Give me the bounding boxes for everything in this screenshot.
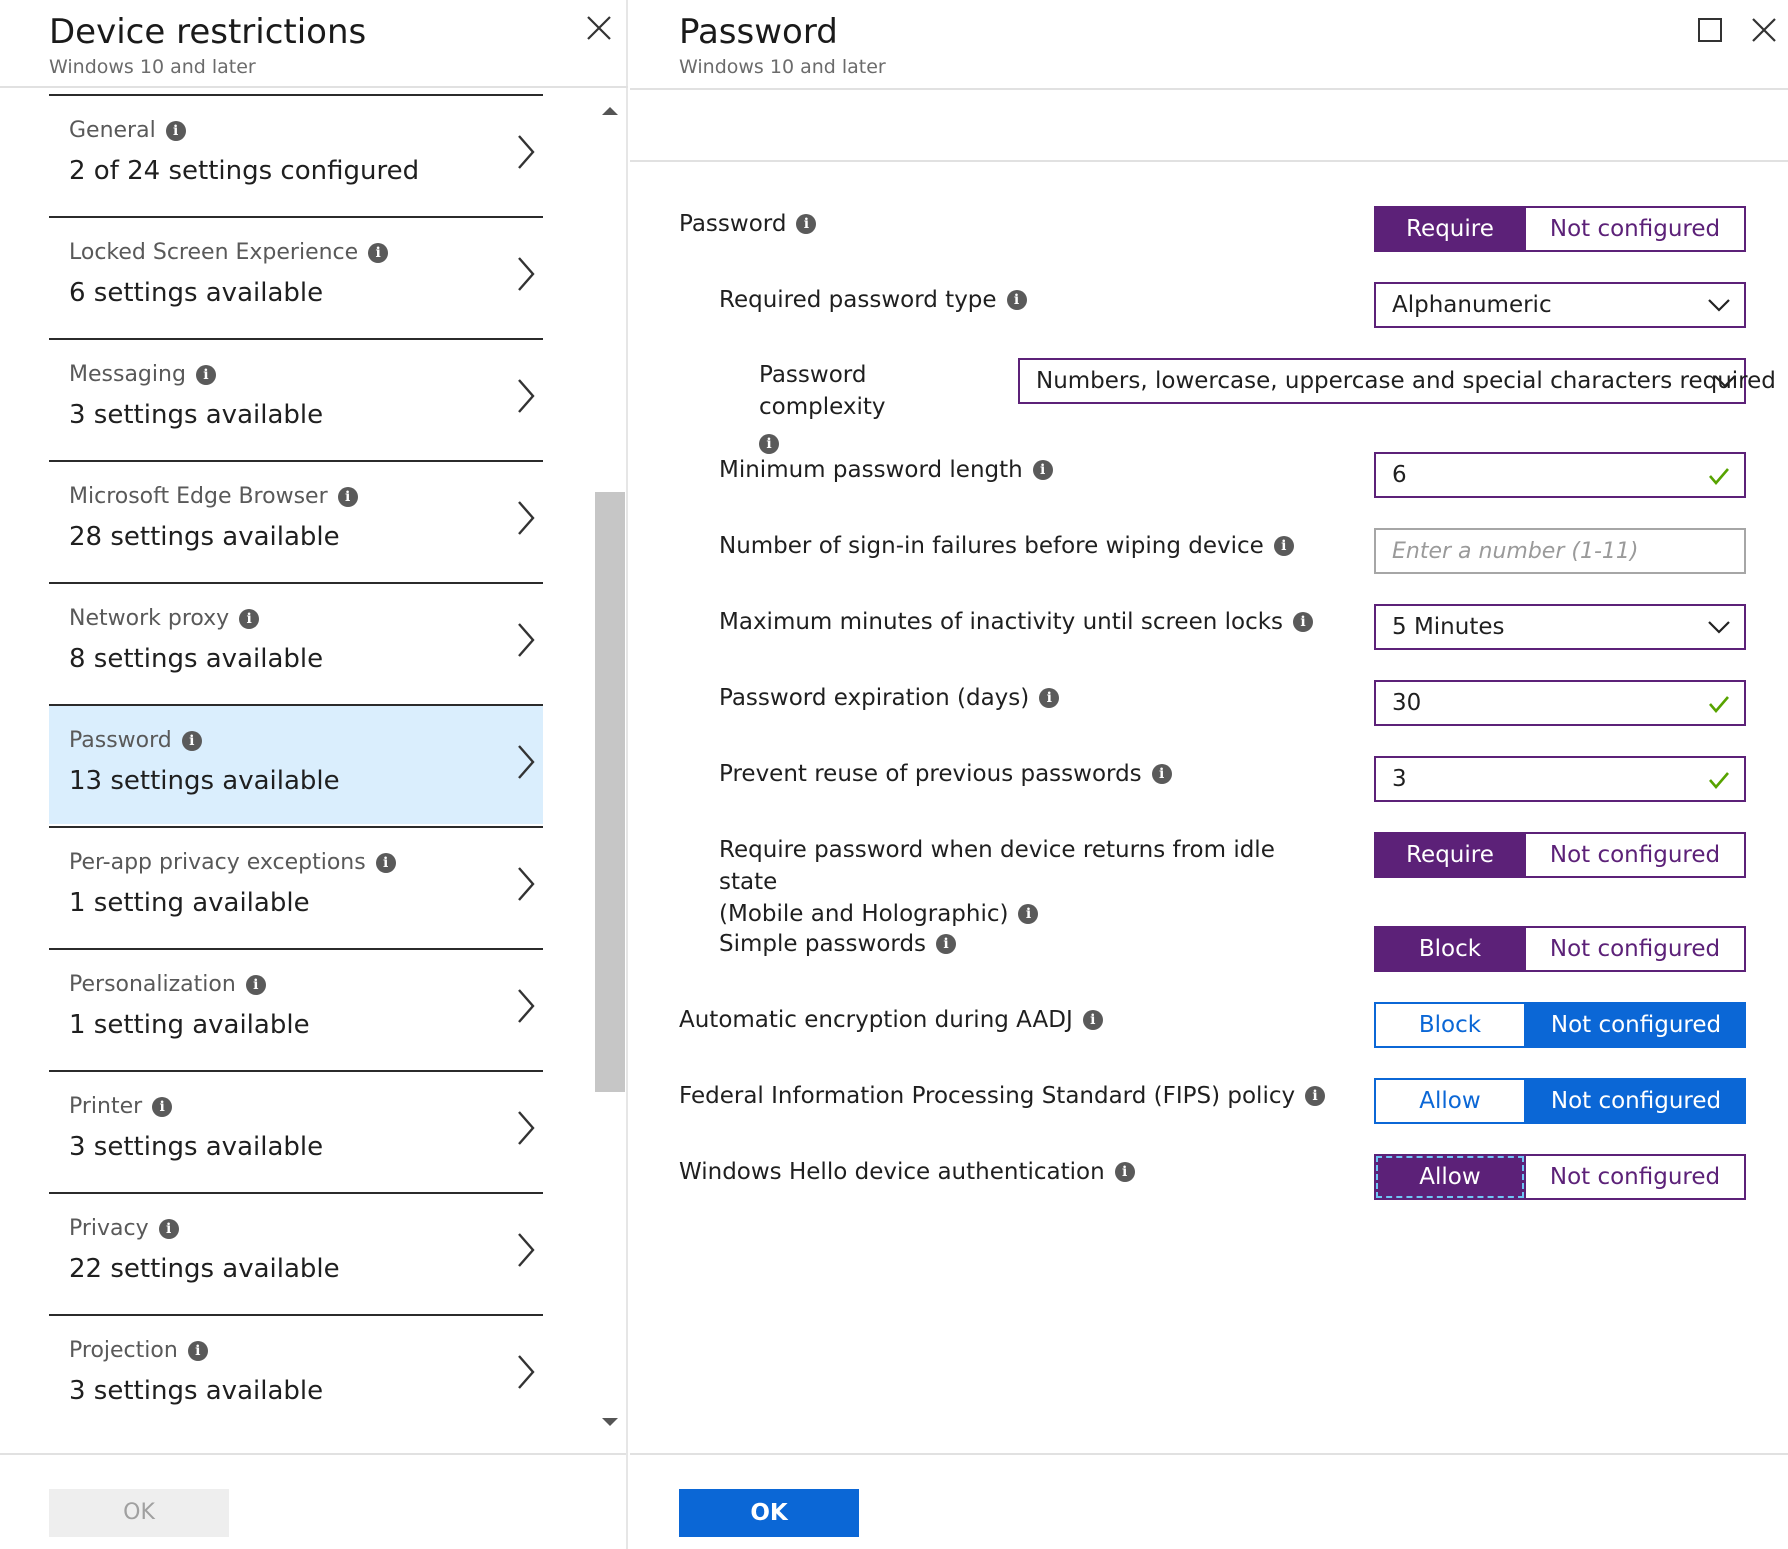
not-configured-option[interactable]: Not configured xyxy=(1526,206,1746,252)
info-icon[interactable]: i xyxy=(1007,290,1027,310)
info-icon[interactable]: i xyxy=(1293,612,1313,632)
blade-title: Device restrictions xyxy=(49,12,367,52)
setting-password-label xyxy=(679,208,816,240)
label-text: Number of sign-in failures before wiping device xyxy=(719,533,1264,559)
chevron-right-icon xyxy=(515,498,537,538)
info-icon[interactable]: i xyxy=(376,853,396,873)
info-icon[interactable]: i xyxy=(196,365,216,385)
chevron-down-icon xyxy=(1708,298,1730,312)
info-icon[interactable]: i xyxy=(1115,1162,1135,1182)
nav-item-label-row xyxy=(69,118,186,143)
nav-item-label-row xyxy=(69,850,396,875)
require-option[interactable]: Require xyxy=(1374,206,1526,252)
signin-failures-input[interactable] xyxy=(1392,539,1692,564)
label-text: Password complexity xyxy=(759,362,886,420)
allow-option[interactable]: Allow xyxy=(1374,1154,1526,1200)
setting-prevent-reuse-label xyxy=(719,758,1172,790)
header-divider xyxy=(630,88,1788,90)
prevent-reuse-input[interactable] xyxy=(1374,756,1746,802)
nav-item-summary: 3 settings available xyxy=(69,1132,324,1162)
not-configured-option[interactable]: Not configured xyxy=(1526,926,1746,972)
setting-expiration-label xyxy=(719,682,1059,714)
nav-item-general[interactable] xyxy=(49,94,543,214)
label-text: (Mobile and Holographic) xyxy=(719,901,1009,927)
password-complexity-dropdown[interactable] xyxy=(1018,358,1776,404)
info-icon[interactable]: i xyxy=(1039,688,1059,708)
input-value: 30 xyxy=(1392,690,1422,716)
setting-simple-passwords-label xyxy=(719,928,956,960)
nav-item-label: Personalization xyxy=(69,972,236,997)
allow-option[interactable]: Allow xyxy=(1374,1078,1526,1124)
nav-item-summary: 2 of 24 settings configured xyxy=(69,156,420,186)
label-text: Minimum password length xyxy=(719,457,1023,483)
label-text: Prevent reuse of previous passwords xyxy=(719,761,1142,787)
chevron-right-icon xyxy=(515,132,537,172)
nav-item-projection[interactable] xyxy=(49,1314,543,1434)
label-text: Required password type xyxy=(719,287,997,313)
info-icon[interactable]: i xyxy=(1083,1010,1103,1030)
label-text: Simple passwords xyxy=(719,931,927,957)
info-icon[interactable]: i xyxy=(166,121,186,141)
label-text: Password expiration (days) xyxy=(719,685,1030,711)
block-option[interactable]: Block xyxy=(1374,926,1526,972)
nav-item-password[interactable] xyxy=(49,704,543,824)
nav-item-summary: 3 settings available xyxy=(69,1376,324,1406)
hello-auth-toggle xyxy=(1374,1154,1746,1200)
not-configured-option[interactable]: Not configured xyxy=(1526,832,1746,878)
info-icon[interactable]: i xyxy=(1018,904,1038,924)
nav-item-summary: 1 setting available xyxy=(69,1010,310,1040)
close-icon[interactable] xyxy=(1750,16,1778,44)
chevron-right-icon xyxy=(515,620,537,660)
scroll-up-arrow-icon[interactable] xyxy=(602,102,618,114)
chevron-down-icon xyxy=(1708,620,1730,634)
nav-item-label: Printer xyxy=(69,1094,143,1119)
setting-signin-failures-label xyxy=(719,530,1294,562)
block-option[interactable]: Block xyxy=(1374,1002,1526,1048)
setting-auto-encryption-label xyxy=(679,1004,1103,1036)
label-text: Require password when device returns from idle state xyxy=(719,837,1275,895)
info-icon[interactable]: i xyxy=(239,609,259,629)
not-configured-option[interactable]: Not configured xyxy=(1526,1154,1746,1200)
info-icon[interactable]: i xyxy=(936,934,956,954)
required-password-type-dropdown[interactable] xyxy=(1374,282,1746,328)
nav-item-personalization[interactable] xyxy=(49,948,543,1068)
nav-item-network-proxy[interactable] xyxy=(49,582,543,702)
chevron-down-icon xyxy=(1714,374,1736,388)
nav-item-summary: 13 settings available xyxy=(69,766,340,796)
scrollbar[interactable] xyxy=(595,94,625,1435)
chevron-right-icon xyxy=(515,376,537,416)
nav-item-label-row xyxy=(69,362,216,387)
chevron-right-icon xyxy=(515,254,537,294)
info-icon[interactable]: i xyxy=(159,1219,179,1239)
idle-state-toggle xyxy=(1374,832,1746,878)
chevron-right-icon xyxy=(515,1230,537,1270)
info-icon[interactable]: i xyxy=(368,243,388,263)
info-icon[interactable]: i xyxy=(152,1097,172,1117)
nav-item-locked-screen-experience[interactable] xyxy=(49,216,543,336)
setting-min-length-label xyxy=(719,454,1053,486)
not-configured-option[interactable]: Not configured xyxy=(1526,1078,1746,1124)
nav-item-microsoft-edge-browser[interactable] xyxy=(49,460,543,580)
signin-failures-field[interactable] xyxy=(1374,528,1746,574)
min-password-length-input[interactable] xyxy=(1374,452,1746,498)
setting-hello-auth-label xyxy=(679,1156,1135,1188)
nav-item-label-row xyxy=(69,1216,179,1241)
nav-item-label-row xyxy=(69,606,259,631)
nav-item-label: Projection xyxy=(69,1338,178,1363)
nav-item-label-row xyxy=(69,972,266,997)
nav-item-label-row xyxy=(69,484,358,509)
nav-item-summary: 3 settings available xyxy=(69,400,324,430)
blade-subtitle: Windows 10 and later xyxy=(49,56,256,78)
dropdown-value: 5 Minutes xyxy=(1392,614,1505,640)
chevron-right-icon xyxy=(515,1352,537,1392)
setting-complexity-label xyxy=(759,359,999,459)
checkmark-icon xyxy=(1708,466,1730,486)
nav-item-label-row xyxy=(69,728,202,753)
password-expiration-input[interactable] xyxy=(1374,680,1746,726)
nav-item-label: General xyxy=(69,118,156,143)
info-icon[interactable]: i xyxy=(246,975,266,995)
nav-item-label: Network proxy xyxy=(69,606,230,631)
info-icon[interactable]: i xyxy=(796,214,816,234)
nav-item-privacy[interactable] xyxy=(49,1192,543,1312)
not-configured-option[interactable]: Not configured xyxy=(1526,1002,1746,1048)
label-text: Maximum minutes of inactivity until screen locks xyxy=(719,609,1284,635)
dropdown-value: Alphanumeric xyxy=(1392,292,1552,318)
password-toggle xyxy=(1374,206,1746,252)
chevron-right-icon xyxy=(515,864,537,904)
info-icon[interactable]: i xyxy=(1033,460,1053,480)
info-icon[interactable]: i xyxy=(1274,536,1294,556)
maximize-icon[interactable] xyxy=(1696,16,1724,44)
setting-fips-label xyxy=(679,1080,1325,1112)
device-restrictions-blade xyxy=(0,0,628,1549)
label-text: Automatic encryption during AADJ xyxy=(679,1007,1073,1033)
checkmark-icon xyxy=(1708,770,1730,790)
nav-item-label-row xyxy=(69,1094,172,1119)
input-value: 3 xyxy=(1392,766,1407,792)
ok-button-disabled: OK xyxy=(49,1489,229,1537)
blade-footer xyxy=(0,1453,626,1549)
dropdown-value: Numbers, lowercase, uppercase and special characters required xyxy=(1036,368,1776,394)
require-option[interactable]: Require xyxy=(1374,832,1526,878)
nav-item-summary: 28 settings available xyxy=(69,522,340,552)
inactivity-dropdown[interactable] xyxy=(1374,604,1746,650)
checkmark-icon xyxy=(1708,694,1730,714)
nav-item-printer[interactable] xyxy=(49,1070,543,1190)
info-icon[interactable]: i xyxy=(1305,1086,1325,1106)
blade-subtitle: Windows 10 and later xyxy=(679,56,886,78)
label-text: Windows Hello device authentication xyxy=(679,1159,1105,1185)
info-icon[interactable]: i xyxy=(1152,764,1172,784)
nav-item-label-row xyxy=(69,1338,208,1363)
blade-footer xyxy=(630,1453,1788,1549)
nav-item-label: Microsoft Edge Browser xyxy=(69,484,328,509)
simple-passwords-toggle xyxy=(1374,926,1746,972)
close-icon[interactable] xyxy=(585,14,613,42)
nav-item-summary: 8 settings available xyxy=(69,644,324,674)
toolbar-divider xyxy=(630,160,1788,162)
auto-encryption-toggle xyxy=(1374,1002,1746,1048)
input-value: 6 xyxy=(1392,462,1407,488)
fips-toggle xyxy=(1374,1078,1746,1124)
setting-inactivity-label xyxy=(719,606,1313,638)
info-icon[interactable]: i xyxy=(338,487,358,507)
info-icon[interactable]: i xyxy=(188,1341,208,1361)
password-blade xyxy=(630,0,1788,1549)
nav-item-label-row xyxy=(69,240,388,265)
setting-idle-state-label xyxy=(719,834,1339,930)
chevron-right-icon xyxy=(515,742,537,782)
nav-item-label: Privacy xyxy=(69,1216,149,1241)
settings-category-list xyxy=(49,94,543,1435)
nav-item-messaging[interactable] xyxy=(49,338,543,458)
blade-title: Password xyxy=(679,12,838,52)
nav-item-summary: 1 setting available xyxy=(69,888,310,918)
label-text: Federal Information Processing Standard (FIPS) policy xyxy=(679,1083,1296,1109)
nav-item-summary: 22 settings available xyxy=(69,1254,340,1284)
ok-button[interactable]: OK xyxy=(679,1489,859,1537)
nav-item-label: Locked Screen Experience xyxy=(69,240,359,265)
nav-item-label: Password xyxy=(69,728,172,753)
scroll-down-arrow-icon[interactable] xyxy=(602,1413,618,1425)
header-divider xyxy=(0,86,628,88)
scrollbar-thumb[interactable] xyxy=(595,492,625,1092)
scrollbar-track[interactable] xyxy=(595,118,625,1411)
nav-item-summary: 6 settings available xyxy=(69,278,324,308)
chevron-right-icon xyxy=(515,986,537,1026)
label-text: Password xyxy=(679,211,787,237)
setting-required-type-label xyxy=(719,284,1027,316)
nav-item-per-app-privacy-exceptions[interactable] xyxy=(49,826,543,946)
nav-item-label: Messaging xyxy=(69,362,186,387)
info-icon[interactable]: i xyxy=(182,731,202,751)
info-icon[interactable]: i xyxy=(759,434,779,454)
chevron-right-icon xyxy=(515,1108,537,1148)
nav-item-label: Per-app privacy exceptions xyxy=(69,850,366,875)
